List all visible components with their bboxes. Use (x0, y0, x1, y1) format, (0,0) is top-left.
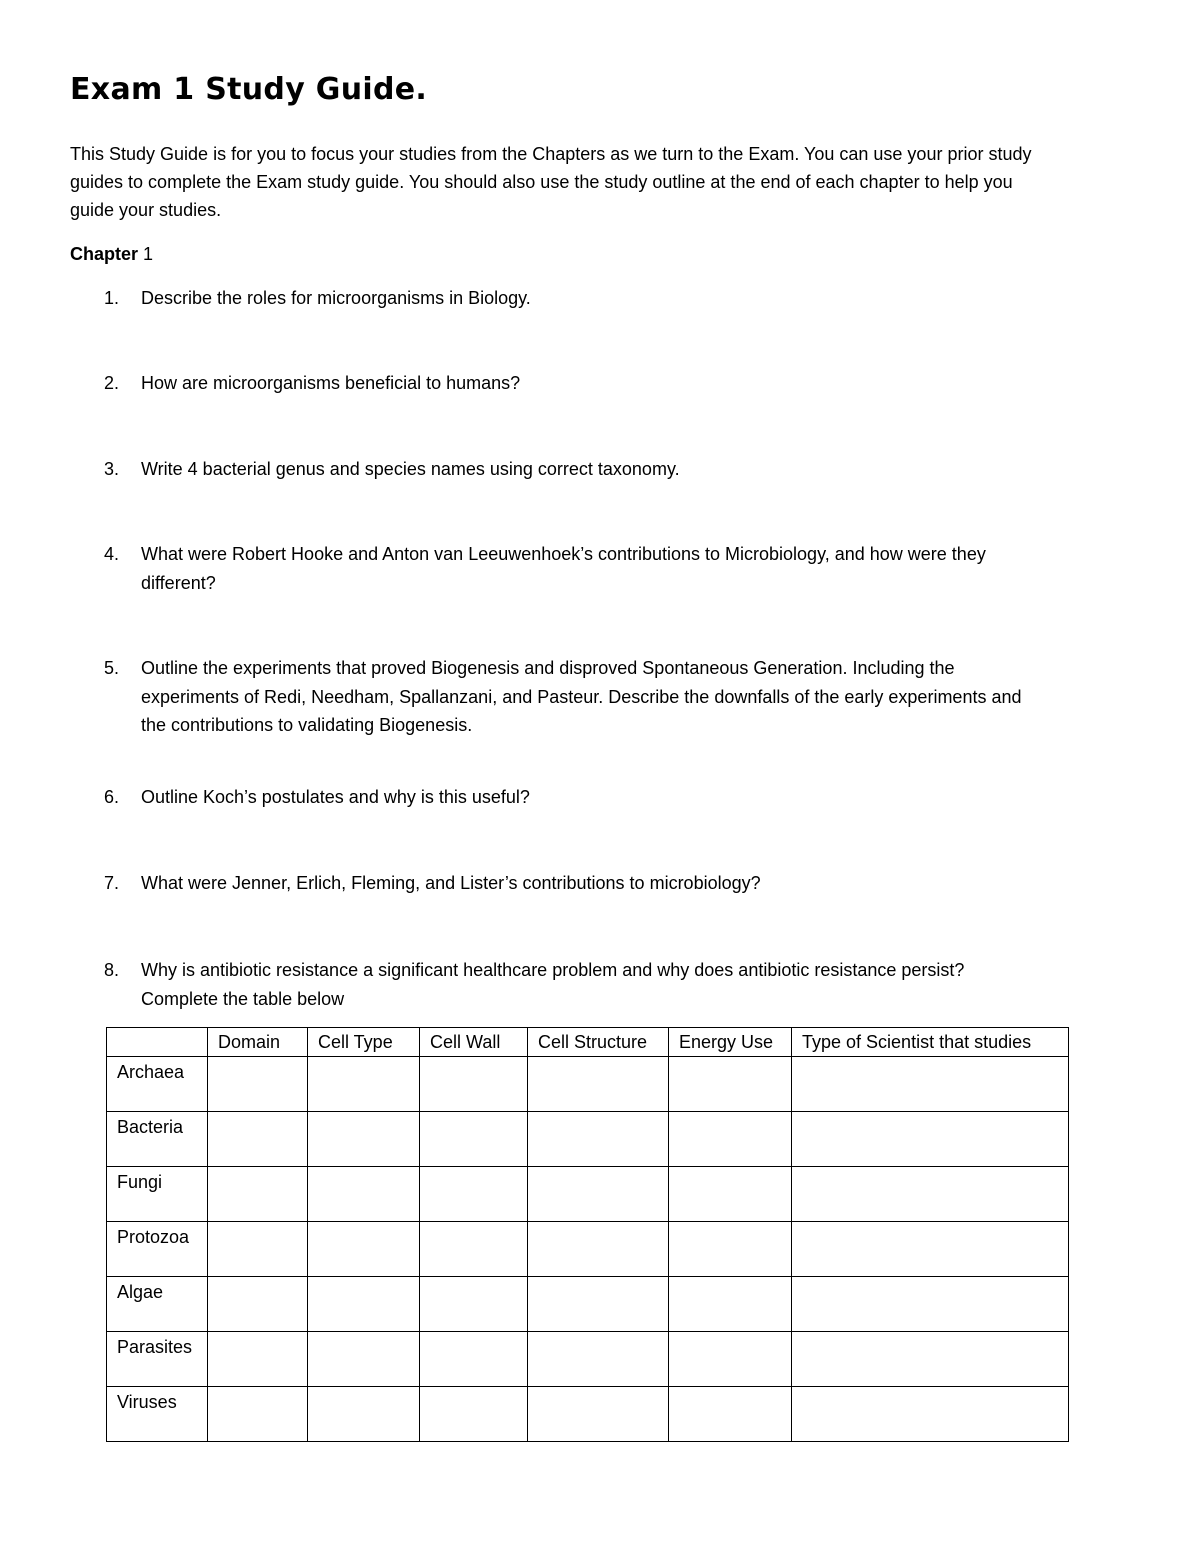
question-number: 4. (104, 544, 120, 564)
table-cell[interactable] (208, 1387, 308, 1442)
table-cell[interactable] (528, 1057, 669, 1112)
column-header-energy-use: Energy Use (669, 1028, 792, 1057)
column-header-scientist: Type of Scientist that studies (792, 1028, 1069, 1057)
question-number: 1. (104, 288, 120, 308)
table-cell[interactable] (792, 1167, 1069, 1222)
table-cell[interactable] (528, 1332, 669, 1387)
table-row (107, 1332, 1069, 1387)
row-header-bacteria: Bacteria (107, 1112, 208, 1167)
table-cell[interactable] (308, 1112, 420, 1167)
table-cell[interactable] (528, 1387, 669, 1442)
column-header-cell-type: Cell Type (308, 1028, 420, 1057)
question-number: 2. (104, 373, 120, 393)
table-cell[interactable] (528, 1222, 669, 1277)
row-header-viruses: Viruses (107, 1387, 208, 1442)
question-number: 6. (104, 787, 120, 807)
intro-line: This Study Guide is for you to focus your studies from the Chapters as we turn to the Exam. You can use your prior study (70, 144, 1032, 164)
table-cell[interactable] (669, 1167, 792, 1222)
organism-comparison-table (106, 1027, 1069, 1442)
table-row (107, 1167, 1069, 1222)
question-line: What were Jenner, Erlich, Fleming, and Lister’s contributions to microbiology? (141, 873, 761, 893)
question-text (141, 369, 1131, 398)
table-cell[interactable] (669, 1057, 792, 1112)
table-row (107, 1222, 1069, 1277)
question-line: Outline Koch’s postulates and why is this useful? (141, 787, 530, 807)
table-cell[interactable] (669, 1222, 792, 1277)
table-header-row (107, 1028, 1069, 1057)
column-header-cell-wall: Cell Wall (420, 1028, 528, 1057)
table-cell[interactable] (528, 1277, 669, 1332)
table-cell[interactable] (792, 1332, 1069, 1387)
table-cell[interactable] (308, 1222, 420, 1277)
table-row (107, 1387, 1069, 1442)
table-cell[interactable] (208, 1222, 308, 1277)
intro-line: guide your studies. (70, 200, 222, 220)
question-text (141, 540, 1131, 597)
question-line: Write 4 bacterial genus and species names using correct taxonomy. (141, 459, 680, 479)
intro-paragraph (70, 140, 1130, 224)
table-cell[interactable] (669, 1277, 792, 1332)
table-cell[interactable] (308, 1277, 420, 1332)
table-cell[interactable] (420, 1277, 528, 1332)
table-cell[interactable] (308, 1167, 420, 1222)
question-line: What were Robert Hooke and Anton van Leeuwenhoek’s contributions to Microbiology, and how were they (141, 544, 986, 564)
question-line: different? (141, 572, 216, 593)
question-text (141, 654, 1131, 740)
row-header-algae: Algae (107, 1277, 208, 1332)
table-cell[interactable] (669, 1112, 792, 1167)
table-row (107, 1057, 1069, 1112)
table-cell[interactable] (792, 1057, 1069, 1112)
column-header-blank (107, 1028, 208, 1057)
table-cell[interactable] (528, 1112, 669, 1167)
table-cell[interactable] (792, 1277, 1069, 1332)
intro-line: guides to complete the Exam study guide. You should also use the study outline at the end of each chapter to help you (70, 172, 1013, 192)
table-cell[interactable] (308, 1332, 420, 1387)
table-cell[interactable] (208, 1057, 308, 1112)
table-cell[interactable] (308, 1387, 420, 1442)
table-cell[interactable] (208, 1112, 308, 1167)
table-cell[interactable] (420, 1387, 528, 1442)
chapter-heading (70, 240, 153, 268)
page-title: Exam 1 Study Guide. (70, 72, 428, 107)
table-row (107, 1277, 1069, 1332)
table-cell[interactable] (208, 1277, 308, 1332)
question-number: 8. (104, 960, 120, 980)
question-text (141, 783, 1131, 812)
table-cell[interactable] (420, 1222, 528, 1277)
table-cell[interactable] (420, 1057, 528, 1112)
question-text (141, 455, 1131, 484)
table-cell[interactable] (792, 1387, 1069, 1442)
question-line: experiments of Redi, Needham, Spallanzani, and Pasteur. Describe the downfalls of the early experiments and (141, 686, 1022, 707)
question-number: 3. (104, 459, 120, 479)
question-line: How are microorganisms beneficial to humans? (141, 373, 521, 393)
table-cell[interactable] (208, 1167, 308, 1222)
table-cell[interactable] (420, 1332, 528, 1387)
question-text (141, 956, 1131, 1013)
question-number: 5. (104, 658, 120, 678)
table-cell[interactable] (669, 1387, 792, 1442)
row-header-fungi: Fungi (107, 1167, 208, 1222)
table-row (107, 1112, 1069, 1167)
row-header-parasites: Parasites (107, 1332, 208, 1387)
question-text (141, 284, 1131, 313)
question-line: Complete the table below (141, 988, 345, 1009)
chapter-label: Chapter (70, 244, 139, 264)
table-cell[interactable] (669, 1332, 792, 1387)
table-cell[interactable] (420, 1167, 528, 1222)
table-cell[interactable] (420, 1112, 528, 1167)
table-cell[interactable] (308, 1057, 420, 1112)
table-cell[interactable] (792, 1112, 1069, 1167)
row-header-protozoa: Protozoa (107, 1222, 208, 1277)
table-cell[interactable] (792, 1222, 1069, 1277)
question-line: the contributions to validating Biogenesis. (141, 715, 473, 735)
question-text (141, 869, 1131, 898)
question-number: 7. (104, 873, 120, 893)
column-header-domain: Domain (208, 1028, 308, 1057)
row-header-archaea: Archaea (107, 1057, 208, 1112)
table-cell[interactable] (528, 1167, 669, 1222)
question-line: Why is antibiotic resistance a significant healthcare problem and why does antibiotic resistance persist? (141, 960, 965, 980)
table-cell[interactable] (208, 1332, 308, 1387)
question-line: Outline the experiments that proved Biogenesis and disproved Spontaneous Generation. Including the (141, 658, 955, 678)
chapter-number: 1 (143, 244, 154, 264)
question-line: Describe the roles for microorganisms in Biology. (141, 288, 531, 308)
column-header-cell-structure: Cell Structure (528, 1028, 669, 1057)
